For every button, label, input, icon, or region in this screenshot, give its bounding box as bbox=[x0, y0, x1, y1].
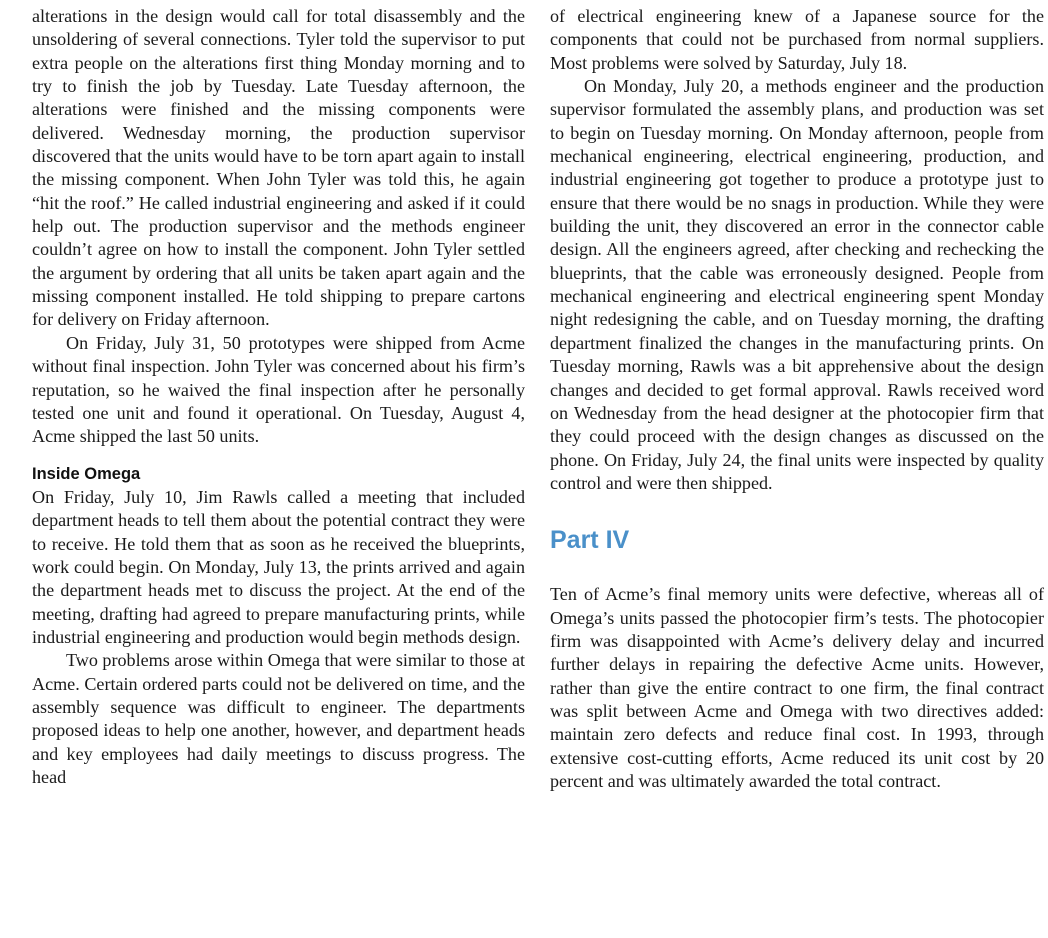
left-paragraph-3: On Friday, July 10, Jim Rawls called a meeting that included department heads to tell them about the potential contract they were to receive. He told them that as soon as he received the blueprints, work could begin. On Monday, July 13, the prints arrived and again the department heads met to discuss the project. At the end of the meeting, drafting had agreed to prepare manufacturing prints, while industrial engineering and production would begin methods design. bbox=[32, 486, 525, 647]
right-column bbox=[550, 5, 1044, 793]
section-subheading: Inside Omega bbox=[32, 464, 141, 483]
left-paragraph-1: alterations in the design would call for total disassembly and the unsoldering of several connections. Tyler told the supervisor to put extra people on the alterations first thing Monday morning and to try to finish the job by Tuesday. Late Tuesday afternoon, the alterations were finished and the missing components were delivered. Wednesday morning, the production supervisor discovered that the units would have to be torn apart again to install the missing component. When John Tyler was told this, he again “hit the roof.” He called industrial engineering and asked if it could help out. The production supervisor and the methods engineer couldn’t agree on how to install the component. John Tyler settled the argument by ordering that all units be taken apart again and the missing component installed. He told shipping to prepare cartons for delivery on Friday afternoon. bbox=[32, 6, 525, 330]
left-paragraph-2: On Friday, July 31, 50 prototypes were shipped from Acme without final inspection. John Tyler was concerned about his firm’s reputation, so he waived the final inspection after he personally tested one unit and found it operational. On Tuesday, August 4, Acme shipped the last 50 units. bbox=[32, 332, 525, 447]
left-column bbox=[32, 5, 525, 789]
right-paragraph-3: Ten of Acme’s final memory units were defective, whereas all of Omega’s units passed the photocopier firm’s tests. The photocopier firm was disappointed with Acme’s delivery delay and incurred further delays in repairing the defective Acme units. However, rather than give the entire contract to one firm, the final contract was split between Acme and Omega with two directives added: maintain zero defects and reduce final cost. In 1993, through extensive cost-cutting efforts, Acme reduced its unit cost by 20 percent and was ultimately awarded the total contract. bbox=[550, 584, 1044, 791]
left-paragraph-4: Two problems arose within Omega that were similar to those at Acme. Certain ordered parts could not be delivered on time, and the assembly sequence was difficult to engineer. The departments proposed ideas to help one another, however, and department heads and key employees had daily meetings to discuss progress. The head bbox=[32, 650, 526, 787]
right-paragraph-1: of electrical engineering knew of a Japanese source for the components that could not be purchased from normal suppliers. Most problems were solved by Saturday, July 18. bbox=[550, 6, 1044, 73]
right-paragraph-2: On Monday, July 20, a methods engineer and the production supervisor formulated the assembly plans, and production was set to begin on Tuesday morning. On Monday afternoon, people from mechanical engineering, electrical engineering, production, and industrial engineering got together to produce a prototype just to ensure that there would be no snags in production. While they were building the unit, they discovered an error in the connector cable design. All the engineers agreed, after checking and rechecking the blueprints, that the cable was erroneously designed. People from mechanical engineering and electrical engineering spent Monday night redesigning the cable, and on Tuesday morning, the drafting department finalized the changes in the manufacturing prints. On Tuesday morning, Rawls was a bit apprehensive about the design changes and decided to get formal approval. Rawls received word on Wednesday from the head designer at the photocopier firm that they could proceed with the design changes as discussed on the phone. On Friday, July 24, the final units were inspected by quality control and were then shipped. bbox=[550, 76, 1044, 493]
part-title-heading: Part IV bbox=[550, 526, 630, 555]
